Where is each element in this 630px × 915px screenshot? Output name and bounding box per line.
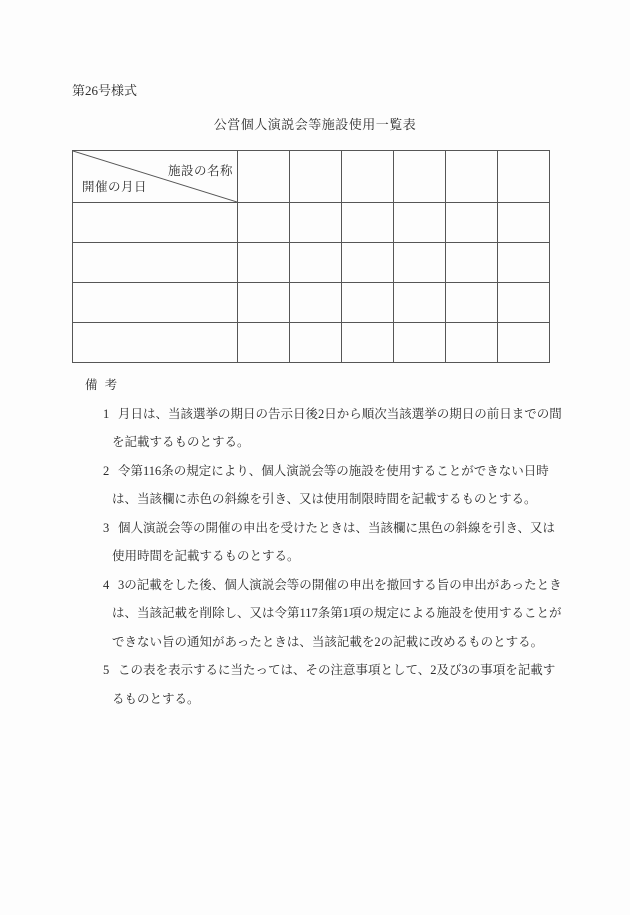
facility-header-cell: [342, 151, 394, 203]
usage-cell: [446, 283, 498, 323]
usage-cell: [342, 283, 394, 323]
remark-item-5-continuation: [85, 685, 575, 714]
usage-cell: [238, 323, 290, 363]
usage-cell: [238, 243, 290, 283]
facility-name-label: 施設の名称: [167, 164, 233, 178]
usage-cell: [498, 203, 550, 243]
remark-number: 4: [103, 577, 110, 592]
remark-item-3-continuation: [85, 542, 575, 571]
usage-cell: [446, 323, 498, 363]
table-row: [73, 243, 550, 283]
remark-item-1-continuation: [85, 428, 575, 457]
facility-header-cell: [446, 151, 498, 203]
remark-text: できない旨の通知があったときは、当該記載を2の記載に改めるものとする。: [112, 634, 544, 649]
remarks-section: [85, 371, 575, 713]
remark-text: 使用時間を記載するものとする。: [112, 549, 300, 563]
remark-item-2: [85, 457, 575, 486]
usage-cell: [394, 323, 446, 363]
remark-item-4: [85, 571, 575, 600]
date-cell: [73, 243, 238, 283]
usage-cell: [446, 243, 498, 283]
remark-text: この表を表示するに当たっては、その注意事項として、2及び3の事項を記載す: [118, 663, 556, 677]
remark-number: 1: [103, 406, 110, 421]
remarks-heading: 備 考: [85, 378, 118, 392]
remark-number: 3: [103, 520, 110, 535]
date-cell: [73, 283, 238, 323]
remark-text: 3の記載をした後、個人演説会等の開催の申出を撤回する旨の申出があったとき: [118, 577, 562, 592]
usage-cell: [290, 283, 342, 323]
remark-item-5: [85, 656, 575, 685]
remark-item-4-continuation: [85, 599, 575, 628]
usage-cell: [394, 283, 446, 323]
remark-item-2-continuation: [85, 485, 575, 514]
remark-text: は、当該欄に赤色の斜線を引き、又は使用制限時間を記載するものとする。: [112, 492, 537, 506]
usage-cell: [394, 243, 446, 283]
usage-cell: [498, 323, 550, 363]
usage-cell: [238, 283, 290, 323]
remark-item-3: [85, 514, 575, 543]
remark-text: は、当該記載を削除し、又は令第117条第1項の規定による施設を使用することが: [112, 606, 562, 620]
usage-cell: [342, 323, 394, 363]
usage-cell: [498, 243, 550, 283]
facility-header-cell: [290, 151, 342, 203]
table-row: [73, 283, 550, 323]
usage-cell: [290, 243, 342, 283]
usage-cell: [394, 203, 446, 243]
remark-item-4-continuation: [85, 628, 575, 657]
event-date-label: 開催の月日: [82, 180, 148, 194]
facility-header-cell: [498, 151, 550, 203]
remark-text: 個人演説会等の開催の申出を受けたときは、当該欄に黒色の斜線を引き、又は: [118, 520, 556, 535]
usage-cell: [446, 203, 498, 243]
diagonal-header-cell: [73, 151, 238, 203]
remarks-list: [85, 400, 575, 714]
date-cell: [73, 323, 238, 363]
table-row: [73, 203, 550, 243]
table-header-row: [73, 151, 550, 203]
form-number: 第26号様式: [72, 83, 138, 98]
remark-item-1: [85, 400, 575, 429]
remark-text: るものとする。: [112, 691, 200, 706]
remark-text: を記載するものとする。: [112, 435, 250, 449]
remark-number: 5: [103, 663, 110, 677]
usage-cell: [498, 283, 550, 323]
usage-cell: [238, 203, 290, 243]
remark-text: 月日は、当該選挙の期日の告示日後2日から順次当該選挙の期日の前日までの間: [118, 406, 562, 421]
facility-header-cell: [394, 151, 446, 203]
facility-header-cell: [238, 151, 290, 203]
usage-cell: [290, 323, 342, 363]
usage-cell: [290, 203, 342, 243]
usage-cell: [342, 243, 394, 283]
usage-cell: [342, 203, 394, 243]
date-cell: [73, 203, 238, 243]
table-row: [73, 323, 550, 363]
facility-usage-table: [72, 150, 550, 363]
remark-text: 令第116条の規定により、個人演説会等の施設を使用することができない日時: [118, 463, 549, 478]
remark-number: 2: [103, 463, 110, 478]
document-title: 公営個人演説会等施設使用一覧表: [213, 117, 417, 132]
